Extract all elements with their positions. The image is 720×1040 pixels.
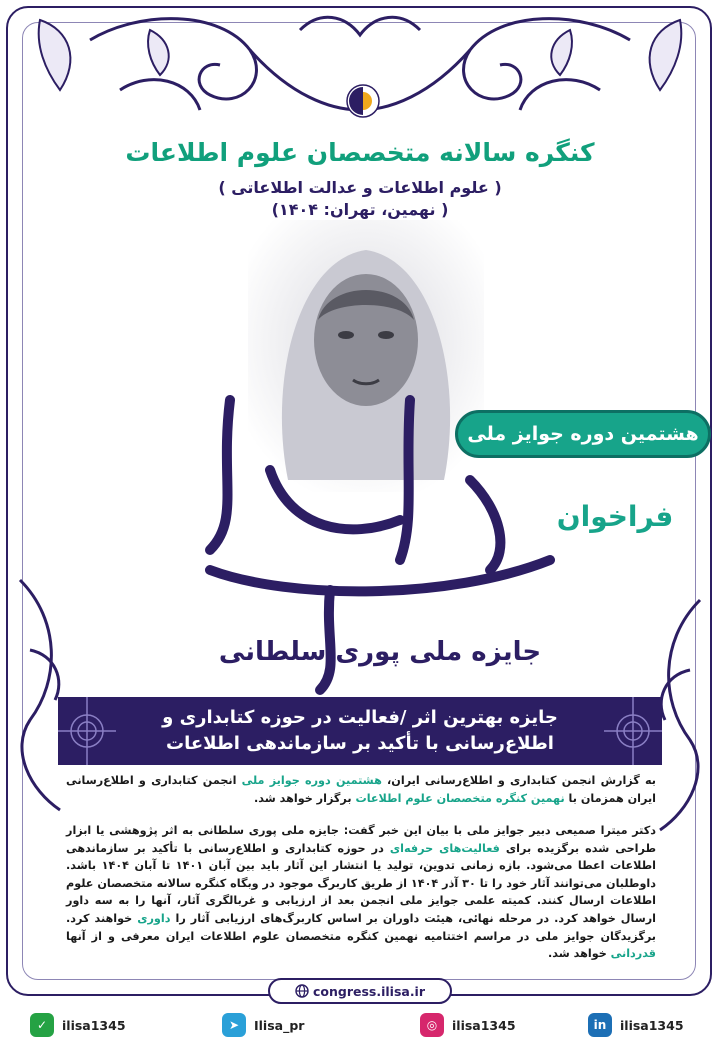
- paragraph-2: [66, 822, 656, 963]
- p2-highlight-activities: فعالیت‌های حرفه‌ای: [389, 841, 500, 855]
- congress-date: ( نهمین، تهران: ۱۴۰۴): [271, 200, 449, 219]
- calligraphy-text: جایزه ملی پوری سلطانی: [218, 637, 542, 667]
- instagram-icon: ◎: [420, 1013, 444, 1037]
- banner-ornament-right: [604, 697, 662, 765]
- call-label: فراخوان: [556, 500, 674, 533]
- p2-text-c: در حوزه کتابداری و اطلاع‌رسانی با تأکید بر سازماندهی اطلاعات اعطا می‌شود. بازه زمانی تدوین، تولید یا انتشار این آثار باید بین آبان ۱۴۰۱ تا آبان ۱۴۰۴ باشد. داوطلبان می‌توانند آثار خود را تا ۳۰ آذر ۱۴۰۴ از طریق کاربرگ موجود در وبگاه کنگره سالانه متخصصان علوم اطلاعات ارسال کنند. کمیته علمی جوایز ملی انجمن بعد از ارزیابی و غربالگری آثار، آنها را به سه داور ارسال خواهد کرد. در مرحله نهائی، هیئت داوران بر اساس کاربرگ‌های ارزیابی آثار را: [66, 841, 656, 925]
- p2-text-e: خواهند کرد. برگزیدگان جوایز ملی در مراسم اختتامیه نهمین کنگره متخصصان علوم اطلاعات ایران معرفی و از آنها: [66, 911, 656, 943]
- banner-line-1: جایزه بهترین اثر /فعالیت در حوزه کتابداری و: [162, 707, 558, 728]
- social-whatsapp[interactable]: [30, 1013, 126, 1037]
- congress-subtitle: ( علوم اطلاعات و عدالت اطلاعاتی ): [218, 178, 502, 197]
- social-handle: ilisa1345: [620, 1017, 684, 1033]
- p1-highlight-edition: هشتمین دوره جوایز ملی: [241, 774, 382, 787]
- banner-ornament-left: [58, 697, 116, 765]
- social-handle: Ilisa_pr: [254, 1017, 305, 1033]
- award-edition-badge: هشتمین دوره جوایز ملی: [455, 410, 711, 458]
- whatsapp-icon: ✓: [30, 1013, 54, 1037]
- social-telegram[interactable]: [222, 1013, 304, 1037]
- p2-highlight-judging: داوری: [137, 911, 171, 925]
- social-linkedin[interactable]: [588, 1013, 684, 1037]
- social-handle: ilisa1345: [452, 1017, 516, 1033]
- website-link[interactable]: [268, 978, 452, 1004]
- social-instagram[interactable]: [420, 1013, 516, 1037]
- telegram-icon: ➤: [222, 1013, 246, 1037]
- p2-highlight-appreciation: قدردانی: [610, 947, 656, 961]
- paragraph-1: [66, 772, 656, 807]
- social-handle: ilisa1345: [62, 1017, 126, 1033]
- association-logo: [346, 84, 380, 118]
- linkedin-icon: in: [588, 1013, 612, 1037]
- p1-highlight-congress: نهمین کنگره متخصصان علوم اطلاعات: [355, 791, 565, 805]
- banner-line-2: اطلاع‌رسانی با تأکید بر سازماندهی اطلاعات: [166, 733, 554, 754]
- globe-icon: [295, 984, 309, 998]
- p1-text-e: برگزار خواهد شد.: [254, 791, 356, 805]
- social-bar: [0, 1005, 720, 1040]
- top-ornament: [0, 0, 720, 140]
- award-banner: [58, 697, 662, 765]
- p2-text-a: دکتر میترا صمیعی دبیر جوایز ملی با بیان این خبر گفت: جایزه ملی پوری سلطانی به اثر پژوهشی یا ابزار طراحی شده برگزیده برای: [66, 824, 657, 855]
- p1-text-a: به گزارش انجمن کتابداری و اطلاع‌رسانی ایران،: [381, 774, 656, 787]
- p1-text-c: انجمن کتابداری و اطلاع‌رسانی ایران همزمان با: [66, 774, 656, 805]
- p2-text-g: خواهد شد.: [548, 947, 611, 961]
- congress-title: کنگره سالانه متخصصان علوم اطلاعات: [125, 138, 595, 167]
- website-url: congress.ilisa.ir: [312, 983, 426, 999]
